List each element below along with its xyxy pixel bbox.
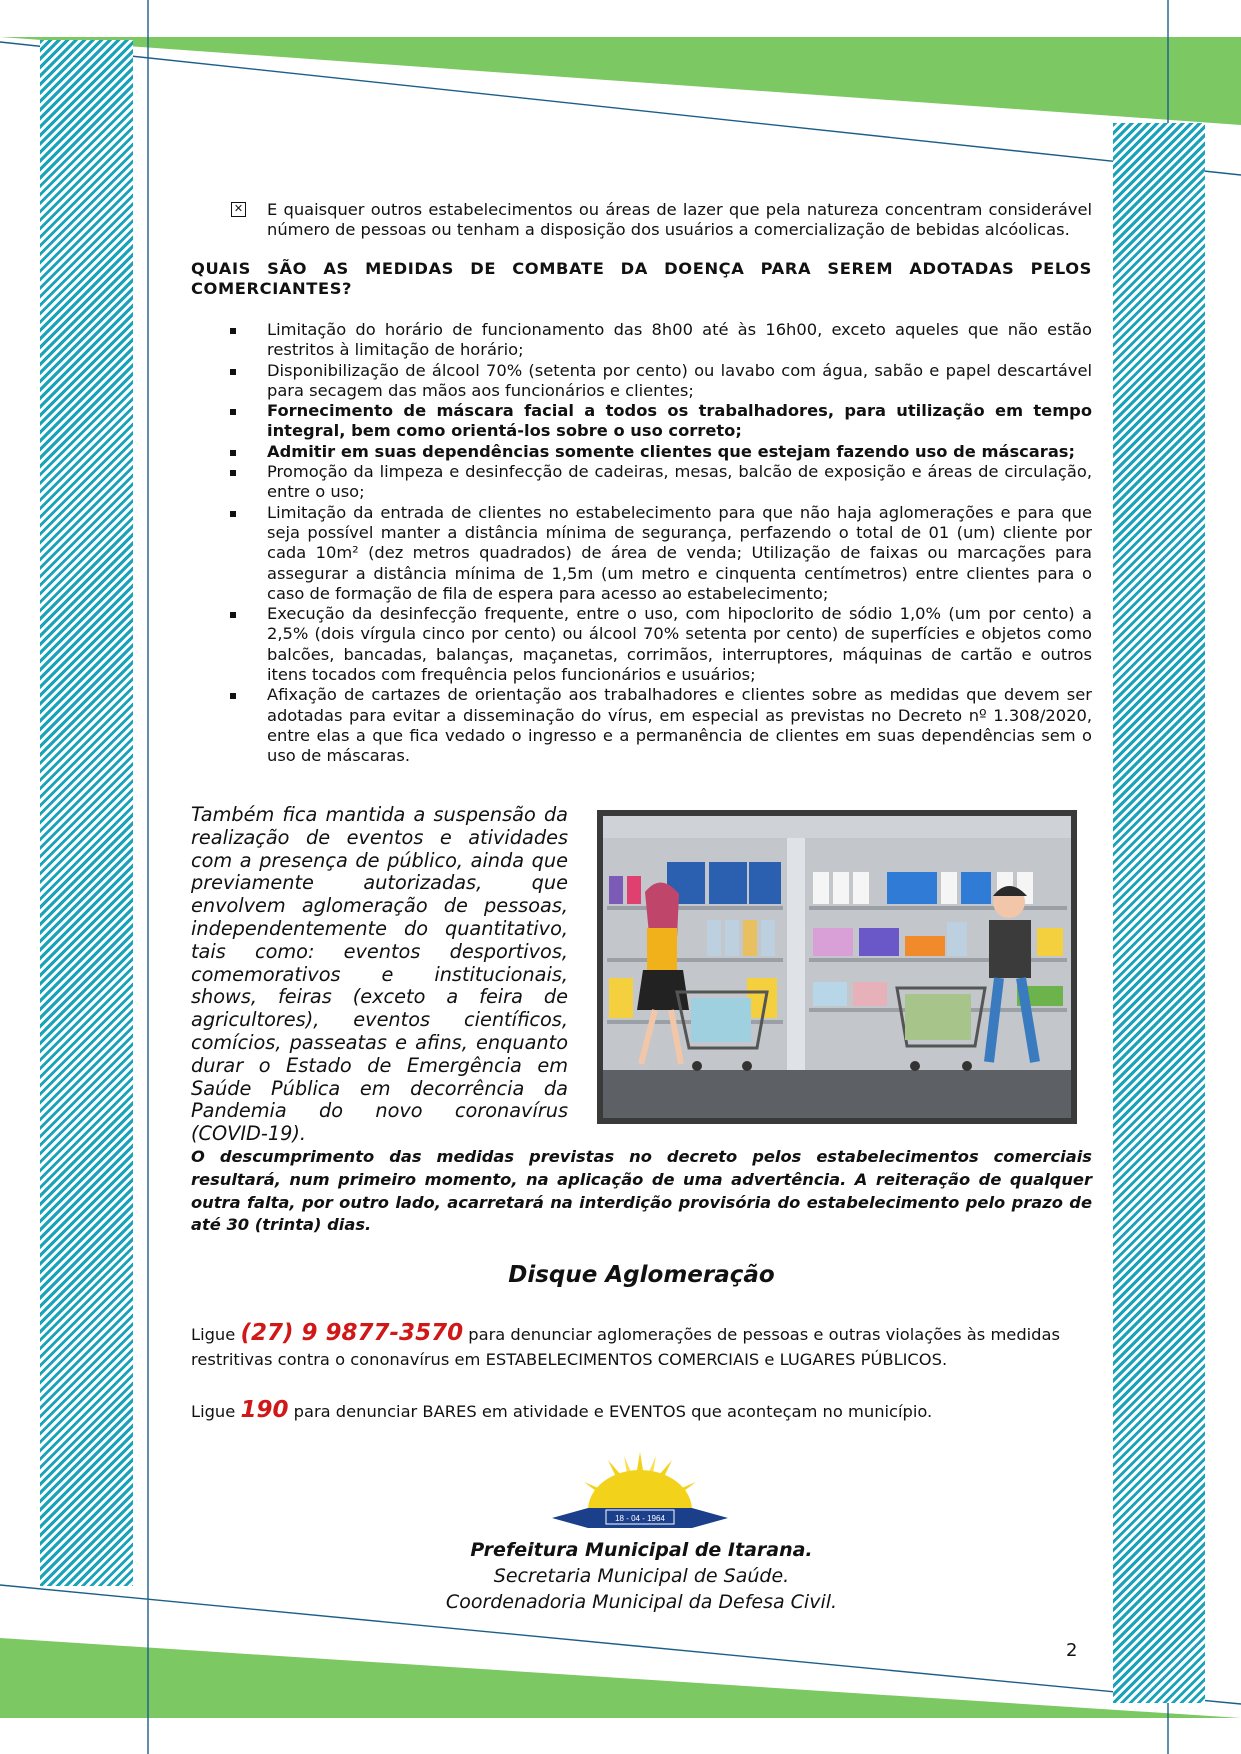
bullet-icon — [230, 409, 236, 415]
list-item-text: Disponibilização de álcool 70% (setenta por cento) ou lavabo com água, sabão e papel descartável para secagem das mãos aos funcionários e clientes; — [267, 360, 1092, 400]
ligue-text: para denunciar BARES em atividade e EVENTOS que aconteçam no município. — [288, 1402, 933, 1421]
page-number: 2 — [1066, 1640, 1078, 1661]
itarana-logo — [548, 1448, 732, 1534]
list-item-text: Afixação de cartazes de orientação aos trabalhadores e clientes sobre as medidas que devem ser adotadas para evitar a disseminação do vírus, em especial as previstas no Decreto nº 1.308/2020, entre elas a que fica vedado o ingresso e a permanência de clientes em suas dependências sem o uso de máscaras. — [267, 685, 1092, 766]
ligue-prefix: Ligue — [191, 1402, 241, 1421]
ligue-phone-paragraph — [191, 1321, 1092, 1372]
emergency-number: 190 — [240, 1397, 289, 1423]
supermarket-illustration — [597, 810, 1077, 1124]
logo-date: 18 - 04 - 1964 — [615, 1514, 665, 1523]
bullet-icon — [230, 511, 236, 517]
footer-prefeitura: Prefeitura Municipal de Itarana. — [470, 1539, 813, 1561]
left-hatch-strip — [40, 40, 133, 1586]
list-item — [191, 320, 1092, 361]
warning-paragraph: O descumprimento das medidas previstas no decreto pelos estabelecimentos comerciais resultará, num primeiro momento, na aplicação de uma advertência. A reiteração de qualquer outra falta, por outro lado, acarretará na interdição provisória do estabelecimento pelo prazo de até 30 (trinta) dias. — [191, 1147, 1092, 1235]
list-item-text: Promoção da limpeza e desinfecção de cadeiras, mesas, balcão de exposição e áreas de circulação, entre o uso; — [267, 462, 1092, 502]
list-item — [191, 462, 1092, 503]
ligue-text: para denunciar aglomerações de pessoas e outras violações às medidas restritivas contra o cononavírus em ESTABELECIMENTOS COMERCIAIS e LUGARES PÚBLICOS. — [191, 1325, 1060, 1369]
sun-icon — [588, 1470, 692, 1510]
ligue-prefix: Ligue — [191, 1325, 241, 1344]
disque-title: Disque Aglomeração — [508, 1262, 775, 1288]
list-item-text: Execução da desinfecção frequente, entre o uso, com hipoclorito de sódio 1,0% (um por cento) a 2,5% (dois vírgula cinco por cento) ou álcool 70% setenta por cento) de superfícies e objetos como balcões, bancadas, balanças, maçanetas, corrimãos, interruptores, máquinas de cartão e outros itens tocados com frequência pelos funcionários e usuários; — [267, 604, 1092, 685]
measures-list — [191, 320, 1092, 767]
bullet-icon — [230, 328, 236, 334]
list-item-text: Fornecimento de máscara facial a todos os trabalhadores, para utilização em tempo integral, bem como orientá-los sobre o uso correto; — [267, 401, 1092, 441]
list-item — [191, 685, 1092, 766]
footer-secretaria: Secretaria Municipal de Saúde. — [493, 1565, 790, 1587]
footer-coordenadoria: Coordenadoria Municipal da Defesa Civil. — [445, 1591, 838, 1613]
ligue-190-paragraph — [191, 1398, 1092, 1424]
list-item — [191, 361, 1092, 402]
events-suspension-paragraph: Também fica mantida a suspensão da realização de eventos e atividades com a presença de público, ainda que previamente autorizadas, que envolvem aglomeração de pessoas, independentemente do quantitativo, tais como: eventos desportivos, comemorativos e institucionais, shows, feiras (exceto a feira de agricultores), eventos científicos, comícios, passeatas e afins, enquanto durar o Estado de Emergência em Saúde Pública em decorrência da Pandemia do novo coronavírus (COVID-19). — [191, 803, 568, 1146]
list-item — [191, 503, 1092, 604]
checkbox-icon: ✕ — [231, 202, 246, 217]
bullet-icon — [230, 612, 236, 618]
measures-heading: QUAIS SÃO AS MEDIDAS DE COMBATE DA DOENÇA PARA SEREM ADOTADAS PELOS COMERCIANTES? — [191, 259, 1092, 299]
bullet-icon — [230, 693, 236, 699]
list-item — [191, 442, 1092, 462]
top-green-band — [0, 37, 1241, 125]
bottom-green-band — [0, 1638, 1241, 1718]
list-item — [191, 604, 1092, 685]
phone-number: (27) 9 9877-3570 — [240, 1320, 464, 1346]
bullet-icon — [230, 369, 236, 375]
list-item-text: Limitação da entrada de clientes no estabelecimento para que não haja aglomerações e para que seja possível manter a distância mínima de segurança, perfazendo o total de 01 (um) cliente por cada 10m² (dez metros quadrados) de área de venda; Utilização de faixas ou marcações para assegurar a distância mínima de 1,5m (um metro e cinquenta centímetros) entre clientes para o caso de formação de fila de espera para acesso ao estabelecimento; — [267, 502, 1092, 603]
right-hatch-strip — [1113, 123, 1205, 1703]
list-item-text: Limitação do horário de funcionamento das 8h00 até às 16h00, exceto aqueles que não estão restritos à limitação de horário; — [267, 320, 1092, 360]
list-item — [191, 401, 1092, 442]
list-item-text: Admitir em suas dependências somente clientes que estejam fazendo uso de máscaras; — [267, 441, 1076, 461]
bullet-icon — [230, 450, 236, 456]
bullet-icon — [230, 470, 236, 476]
checkbox-item-text: E quaisquer outros estabelecimentos ou áreas de lazer que pela natureza concentram considerável número de pessoas ou tenham a disposição dos usuários a comercialização de bebidas alcóolicas. — [267, 200, 1092, 240]
